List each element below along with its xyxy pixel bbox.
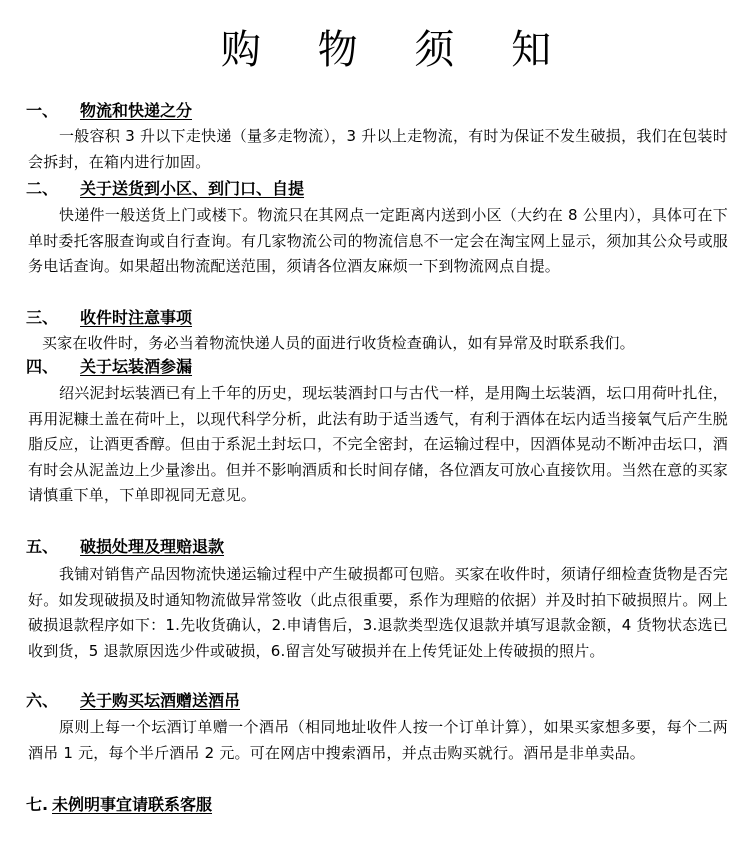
section-4-title: 关于坛装酒参漏 xyxy=(80,357,193,376)
section-4-body: 绍兴泥封坛装酒已有上千年的历史，现坛装酒封口与古代一样，是用陶土坛装酒，坛口用荷叶扎住，再用泥糠土盖在荷叶上，以现代科学分析，此法有助于适当透气，有利于酒体在坛内适当接氧气后产生脱脂反应，让酒更香醇。但由于系泥土封坛口，不完全密封，在运输过程中，因酒体晃动不断冲击坛口，酒有时会从泥盖边上少量渗出。但并不影响酒质和长时间存储，各位酒友可放心直接饮用。当然在意的买家请慎重下单，下单即视同无意见。 xyxy=(28,384,728,504)
section-7-heading xyxy=(26,794,212,816)
section-4-number: 四、 xyxy=(26,357,59,376)
section-2-heading xyxy=(26,178,304,200)
section-3-number: 三、 xyxy=(26,308,59,327)
section-3-body: 买家在收件时，务必当着物流快递人员的面进行收货检查确认，如有异常及时联系我们。 xyxy=(42,334,635,352)
section-1-body: 一般容积 3 升以下走快递（量多走物流），3 升以上走物流，有时为保证不发生破损，我们在包装时会拆封，在箱内进行加固。 xyxy=(28,127,728,171)
section-2-number: 二、 xyxy=(26,179,59,198)
section-1-number: 一、 xyxy=(26,101,59,120)
section-7-number: 七. xyxy=(26,795,49,814)
section-2-body: 快递件一般送货上门或楼下。物流只在其网点一定距离内送到小区（大约在 8 公里内），具体可在下单时委托客服查询或自行查询。有几家物流公司的物流信息不一定会在淘宝网上显示，须加其公众号或服务电话查询。如果超出物流配送范围，须请各位酒友麻烦一下到物流网点自提。 xyxy=(28,206,728,275)
section-6-body: 原则上每一个坛酒订单赠一个酒吊（相同地址收件人按一个订单计算），如果买家想多要，每个二两酒吊 1 元，每个半斤酒吊 2 元。可在网店中搜索酒吊，并点击购买就行。酒吊是非单卖品。 xyxy=(28,718,728,762)
section-5-number: 五、 xyxy=(26,537,59,556)
section-5-heading xyxy=(26,536,224,558)
section-3-title: 收件时注意事项 xyxy=(80,308,193,327)
section-7-title: 未例明事宜请联系客服 xyxy=(52,795,213,814)
section-1-heading xyxy=(26,100,192,122)
section-5-title: 破损处理及理赔退款 xyxy=(80,537,225,556)
section-1-title: 物流和快递之分 xyxy=(80,101,193,120)
section-5-body: 我铺对销售产品因物流快递运输过程中产生破损都可包赔。买家在收件时，须请仔细检查货物是否完好。如发现破损及时通知物流做异常签收（此点很重要，系作为理赔的依据）并及时拍下破损照片。网上破损退款程序如下：1.先收货确认，2.申请售后，3.退款类型选仅退款并填写退款金额，4 货物状态选已收到货，5 退款原因选少件或破损，6.留言处写破损并在上传凭证处上传破损的照片。 xyxy=(28,565,728,660)
section-3-heading xyxy=(26,307,192,329)
section-2-title: 关于送货到小区、到门口、自提 xyxy=(80,179,305,198)
section-6-number: 六、 xyxy=(26,691,59,710)
section-4-heading xyxy=(26,356,192,378)
section-6-title: 关于购买坛酒赠送酒吊 xyxy=(80,691,241,710)
page-title: 购 物 须 知 xyxy=(220,27,574,73)
section-6-heading xyxy=(26,690,240,712)
